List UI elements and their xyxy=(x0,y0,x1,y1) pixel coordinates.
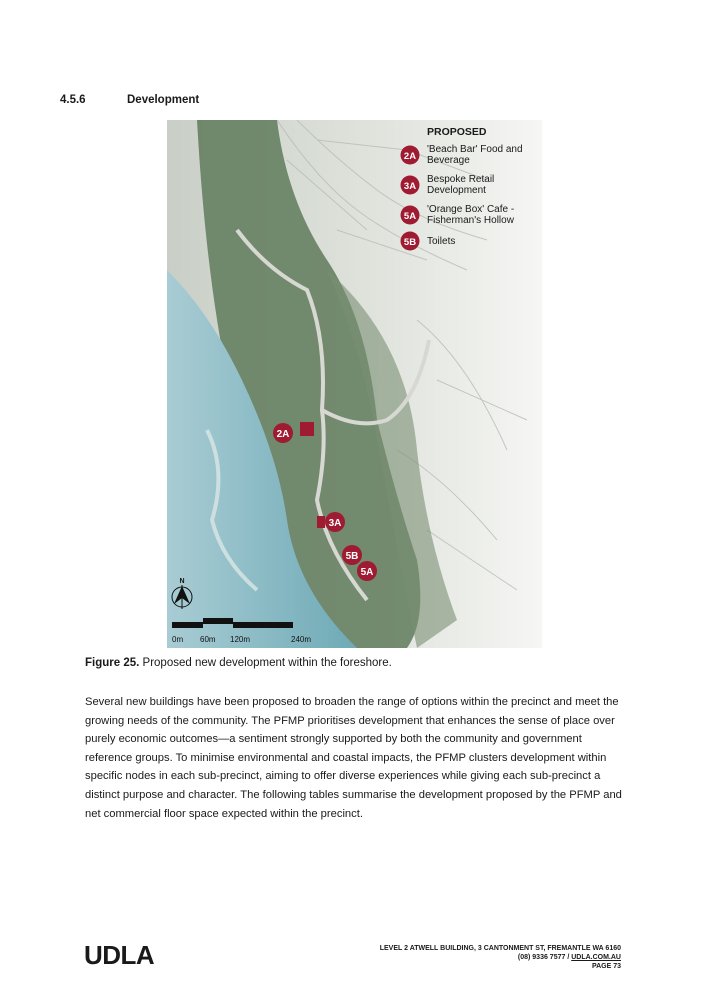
building-2a xyxy=(300,422,314,436)
foreshore-map xyxy=(167,120,542,648)
marker-5b xyxy=(342,545,362,565)
svg-text:2A: 2A xyxy=(276,429,290,440)
svg-text:3A: 3A xyxy=(328,518,342,529)
legend-item-3a xyxy=(401,174,495,196)
figure-text: Proposed new development within the foreshore. xyxy=(139,657,392,669)
svg-text:'Orange Box' Cafe -: 'Orange Box' Cafe - xyxy=(427,204,515,215)
footer-separator: / xyxy=(565,954,572,961)
svg-text:Bespoke Retail: Bespoke Retail xyxy=(427,174,495,185)
marker-5a xyxy=(357,561,377,581)
marker-2a xyxy=(273,423,293,443)
svg-text:5B: 5B xyxy=(345,551,359,562)
scale-label-60: 60m xyxy=(200,635,216,644)
section-title: Development xyxy=(127,94,200,106)
svg-text:Fisherman's Hollow: Fisherman's Hollow xyxy=(427,215,514,226)
building-3a xyxy=(317,516,325,528)
svg-text:Toilets: Toilets xyxy=(427,236,456,247)
footer-address: LEVEL 2 ATWELL BUILDING, 3 CANTONMENT ST, FREMANTLE WA 6160 xyxy=(379,945,621,952)
page-footer xyxy=(380,944,621,971)
scale-label-240: 240m xyxy=(291,635,312,644)
udla-logo: UDLA xyxy=(84,940,155,970)
svg-text:Development: Development xyxy=(427,185,486,196)
footer-phone: (08) 9336 7577 xyxy=(517,954,566,961)
svg-text:Beverage: Beverage xyxy=(427,155,470,166)
footer-contact xyxy=(380,953,621,962)
svg-text:5B: 5B xyxy=(403,237,417,248)
svg-text:2A: 2A xyxy=(403,151,417,162)
section-number: 4.5.6 xyxy=(60,94,86,106)
svg-text:'Beach Bar' Food and: 'Beach Bar' Food and xyxy=(427,144,523,155)
svg-text:5A: 5A xyxy=(403,211,417,222)
svg-text:N: N xyxy=(179,578,185,585)
body-paragraph: Several new buildings have been proposed to broaden the range of options within the precinct and meet the growing needs of the community. The PFMP prioritises development that enhances the sense of place over purely economic outcomes—a sentiment strongly supported by both the community and government reference groups. To minimise environmental and coastal impacts, the PFMP clusters development within specific nodes in each sub-precinct, aiming to offer diverse experiences while giving each sub-precinct a distinct purpose and character. The following tables summarise the development proposed by the PFMP and net commercial floor space expected within the precinct. xyxy=(85,696,622,820)
svg-text:3A: 3A xyxy=(403,181,417,192)
figure-caption xyxy=(85,657,392,669)
figure-label: Figure 25. xyxy=(85,657,140,669)
scale-label-0: 0m xyxy=(172,635,184,644)
footer-website-link[interactable]: UDLA.COM.AU xyxy=(571,954,621,961)
legend-title: PROPOSED xyxy=(427,126,487,138)
marker-3a xyxy=(325,512,345,532)
scale-label-120: 120m xyxy=(230,635,251,644)
svg-text:5A: 5A xyxy=(360,567,374,578)
footer-page-number: PAGE 73 xyxy=(591,963,621,970)
